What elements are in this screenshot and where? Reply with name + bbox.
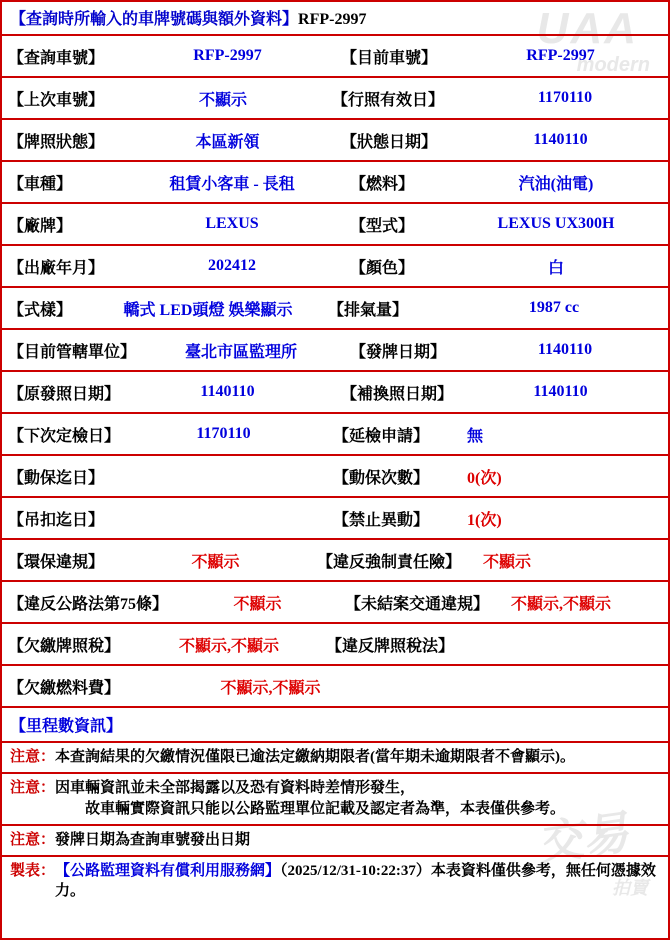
field-value: RFP-2997 (193, 47, 262, 64)
field-label: 【違反公路法第75條】 (8, 595, 169, 613)
footer-disclaimer: 本表資料僅供參考，無任何憑據效力。 (55, 863, 656, 900)
field-value: 汽油(油電) (518, 175, 594, 193)
table-row (2, 246, 668, 288)
table-row (2, 456, 668, 498)
field-value: 不顯示 (483, 553, 532, 571)
field-label: 【違反牌照稅法】 (326, 637, 455, 655)
field-value: 1140110 (533, 131, 588, 148)
field-label: 【動保迄日】 (8, 469, 105, 487)
note-key: 注意： (10, 831, 56, 848)
table-row (2, 162, 668, 204)
field-value: 1170110 (196, 425, 251, 442)
note-text-line2: 故車輛實際資訊只能以公路監理單位記載及認定者為準，本表僅供參考。 (85, 800, 566, 817)
field-label: 【式樣】 (8, 301, 73, 319)
field-value (120, 498, 327, 538)
field-label: 【禁止異動】 (333, 511, 430, 529)
field-value: 白 (547, 259, 564, 277)
table-row (2, 624, 668, 666)
note-item (2, 743, 668, 774)
field-value: 不顯示 (198, 91, 247, 109)
note-text: 本查詢結果的欠繳情況僅限已逾法定繳納期限者(當年期未逾期限者不會顯示)。 (55, 749, 576, 765)
field-label: 【狀態日期】 (341, 133, 438, 151)
table-row (2, 120, 668, 162)
note-key: 注意： (10, 749, 56, 765)
note-text: 發牌日期為查詢車號發出日期 (55, 831, 251, 848)
field-value: 不顯示,不顯示 (178, 637, 279, 655)
field-value: LEXUS UX300H (497, 215, 615, 232)
field-label: 【目前管轄單位】 (8, 343, 137, 361)
note-key: 注意： (10, 780, 56, 797)
mileage-section-heading: 【里程數資訊】 (2, 708, 668, 743)
field-label: 【環保違規】 (8, 553, 105, 571)
field-label: 【吊扣迄日】 (8, 511, 105, 529)
field-value: 無 (467, 427, 484, 445)
footer-site-link[interactable]: 【公路監理資料有償利用服務網】 (55, 863, 281, 879)
table-row (2, 372, 668, 414)
field-value: 臺北市區監理所 (184, 343, 297, 361)
report-content (2, 2, 668, 907)
field-label: 【廠牌】 (8, 217, 73, 235)
field-label: 【欠繳燃料費】 (8, 679, 121, 697)
field-label: 【欠繳牌照稅】 (8, 637, 121, 655)
footer-text (55, 861, 660, 902)
field-label: 【燃料】 (350, 175, 415, 193)
field-value: 不顯示 (191, 553, 240, 571)
page-title (2, 2, 668, 36)
field-label: 【下次定檢日】 (8, 427, 121, 445)
table-row (2, 36, 668, 78)
field-label: 【補換照日期】 (341, 385, 454, 403)
field-label: 【查詢車號】 (8, 49, 105, 67)
field-value: 1140110 (537, 341, 593, 358)
field-label: 【延檢申請】 (333, 427, 430, 445)
field-value: 1(次) (467, 511, 502, 529)
watermark-bid: 拍賣 (612, 878, 648, 898)
note-item (2, 826, 668, 857)
field-value: 0(次) (467, 469, 502, 487)
field-value: 租賃小客車 - 長租 (169, 175, 295, 193)
field-value: 不顯示 (233, 595, 282, 613)
note-text (55, 778, 565, 819)
field-value: 本區新領 (195, 133, 260, 151)
table-row (2, 666, 668, 708)
field-label: 【發牌日期】 (350, 343, 447, 361)
note-text-line1: 因車輛資訊並未全部揭露以及恐有資料時差情形發生， (55, 780, 416, 797)
field-label: 【原發照日期】 (8, 385, 121, 403)
footer-timestamp: （2025/12/31-10:22:37） (280, 863, 431, 879)
note-item (2, 774, 668, 826)
field-label: 【排氣量】 (328, 301, 409, 319)
field-value: LEXUS (205, 215, 259, 232)
footer-key: 製表： (10, 863, 56, 879)
field-label: 【牌照狀態】 (8, 133, 105, 151)
field-label: 【未結案交通違規】 (345, 595, 490, 613)
field-label: 【目前車號】 (341, 49, 438, 67)
watermark-auction: 交易 (533, 805, 632, 871)
field-value: 1140110 (533, 383, 588, 400)
field-label: 【違反強制責任險】 (317, 553, 462, 571)
table-row (2, 288, 668, 330)
field-value (120, 456, 327, 496)
field-value: 1140110 (200, 383, 255, 400)
field-value (486, 624, 668, 664)
field-label: 【車種】 (8, 175, 73, 193)
field-value: 202412 (208, 257, 256, 274)
watermark-uaa: UAA (536, 4, 638, 53)
table-row (2, 78, 668, 120)
footer-note (2, 857, 668, 907)
field-value: 不顯示,不顯示 (220, 679, 321, 697)
page-title-label: 【查詢時所輸入的車牌號碼與額外資料】 (10, 11, 299, 28)
field-label: 【型式】 (350, 217, 415, 235)
field-value: 不顯示,不顯示 (511, 595, 612, 613)
table-row (2, 540, 668, 582)
field-label: 【顏色】 (350, 259, 415, 277)
table-row (2, 414, 668, 456)
table-row (2, 582, 668, 624)
table-row (2, 204, 668, 246)
field-label: 【出廠年月】 (8, 259, 105, 277)
field-value: 1987 cc (528, 299, 580, 316)
watermark-modern: modern (576, 54, 650, 76)
table-row (2, 330, 668, 372)
field-empty (403, 666, 668, 706)
table-row (2, 498, 668, 540)
field-value: 1170110 (537, 89, 593, 106)
page-title-plate: RFP-2997 (298, 11, 367, 28)
field-label: 【上次車號】 (8, 91, 105, 109)
field-label: 【動保次數】 (333, 469, 430, 487)
field-label: 【行照有效日】 (332, 91, 445, 109)
field-value: RFP-2997 (526, 47, 595, 64)
field-value: 轎式 LED頭燈 娛樂顯示 (123, 301, 293, 319)
